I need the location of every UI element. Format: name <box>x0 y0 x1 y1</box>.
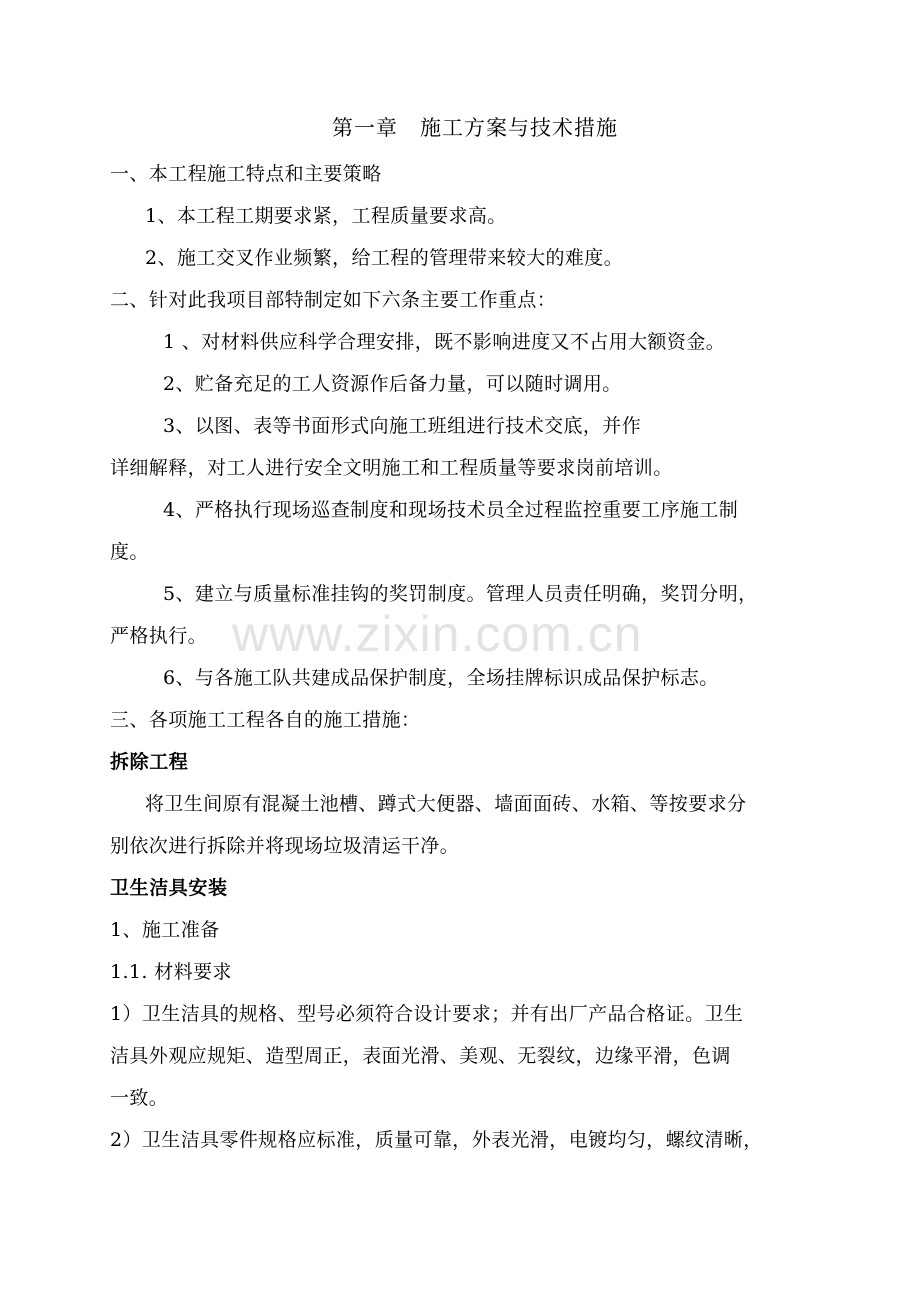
chapter-number: 第一章 <box>332 116 398 140</box>
paragraph-line: 度。 <box>110 541 149 563</box>
chapter-title: 施工方案与技术措施 <box>420 116 618 140</box>
paragraph-line: 将卫生间原有混凝土池槽、蹲式大便器、墙面面砖、水箱、等按要求分 <box>145 793 747 815</box>
paragraph-line: 1 、对材料供应科学合理安排，既不影响进度又不占用大额资金。 <box>163 331 726 353</box>
paragraph-line: 1）卫生洁具的规格、型号必须符合设计要求；并有出厂产品合格证。卫生 <box>110 1003 744 1025</box>
paragraph-line: 1.1. 材料要求 <box>110 961 232 983</box>
paragraph-line: 别依次进行拆除并将现场垃圾清运干净。 <box>110 835 460 857</box>
section-heading-3: 三、各项施工工程各自的施工措施： <box>110 709 421 731</box>
paragraph-line: 洁具外观应规矩、造型周正，表面光滑、美观、无裂纹，边缘平滑，色调 <box>110 1045 731 1067</box>
paragraph-line: 1、本工程工期要求紧，工程质量要求高。 <box>145 205 507 227</box>
paragraph-line: 2、贮备充足的工人资源作后备力量，可以随时调用。 <box>163 373 622 395</box>
paragraph-line: 6、与各施工队共建成品保护制度，全场挂牌标识成品保护标志。 <box>163 667 719 689</box>
paragraph-line: 2、施工交叉作业频繁，给工程的管理带来较大的难度。 <box>145 247 624 269</box>
paragraph-line: 一致。 <box>110 1087 169 1109</box>
paragraph-line: 2）卫生洁具零件规格应标准，质量可靠，外表光滑，电镀均匀，螺纹清晰， <box>110 1129 763 1151</box>
subheading-demolition: 拆除工程 <box>110 751 189 773</box>
paragraph-line: 1、施工准备 <box>110 919 220 941</box>
section-heading-1: 一、本工程施工特点和主要策略 <box>110 163 382 185</box>
chapter-heading <box>332 116 618 140</box>
paragraph-line: 3、以图、表等书面形式向施工班组进行技术交底，并作 <box>163 415 642 437</box>
paragraph-line: 严格执行。 <box>110 625 208 647</box>
paragraph-line: 5、建立与质量标准挂钩的奖罚制度。管理人员责任明确，奖罚分明， <box>163 583 758 605</box>
section-heading-2: 二、针对此我项目部特制定如下六条主要工作重点： <box>110 289 557 311</box>
watermark: www.zixin.com.cn <box>232 606 643 662</box>
paragraph-line: 详细解释，对工人进行安全文明施工和工程质量等要求岗前培训。 <box>110 457 673 479</box>
paragraph-line: 4、严格执行现场巡查制度和现场技术员全过程监控重要工序施工制 <box>163 499 739 521</box>
subheading-sanitary-installation: 卫生洁具安装 <box>110 877 228 899</box>
